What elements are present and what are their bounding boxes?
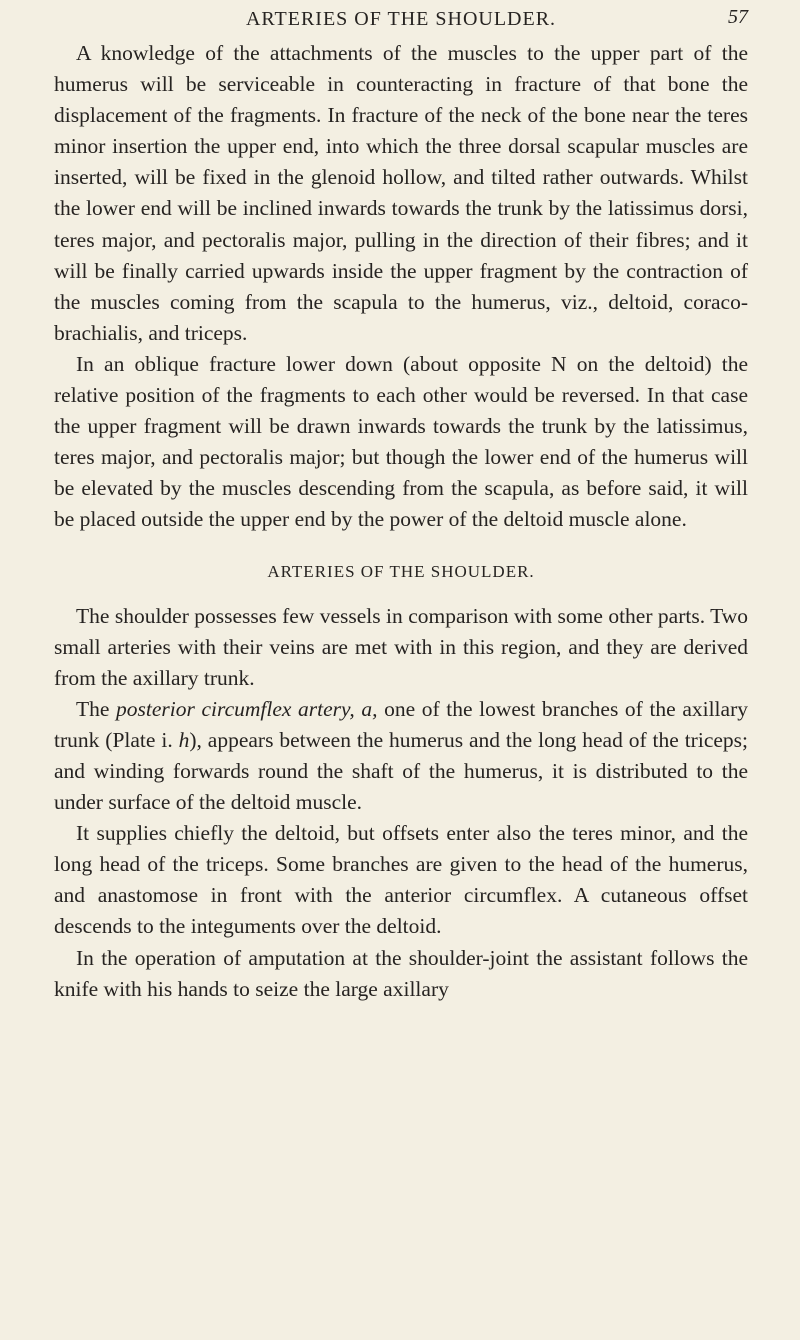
text-rest: ), appears between the humerus and the long head of the triceps; and winding forwards round the shaft of the humerus, it is distributed to the under surface of the deltoid muscle. [54,727,748,815]
paragraph-amputation: In the operation of amputation at the shoulder-joint the assistant follows the knife with his hands to seize the large axillary [54,945,748,1001]
plate-reference-letter: h [178,727,190,752]
paragraph-posterior-circumflex [54,694,748,818]
paragraph-supplies: It supplies chiefly the deltoid, but offsets enter also the teres minor, and the long head of the triceps. Some branches are given to the head of the humerus, and anastomose in front with the anterior circumflex. A cutaneous offset descends to the integuments over the deltoid. [54,821,748,939]
section-heading: ARTERIES OF THE SHOULDER. [267,561,535,581]
body-text [54,38,748,1005]
paragraph-shoulder-vessels: The shoulder possesses few vessels in comparison with some other parts. Two small arteries with their veins are met with in this region, and they are derived from the axillary trunk. [54,603,748,690]
page-header [54,0,748,38]
text-middle: one of the lowest branches of the axillary trunk (Plate i. [54,696,748,752]
paragraph-fracture-neck: A knowledge of the attachments of the muscles to the upper part of the humerus will be serviceable in counteracting in fracture of that bone the displacement of the fragments. In fracture of the neck of the bone near the teres minor insertion the upper end, into which the three dorsal scapular muscles are inserted, will be fixed in the glenoid hollow, and tilted rather outwards. Whilst the lower end will be inclined inwards towards the trunk by the latissimus dorsi, teres major, and pectoralis major, pulling in the direction of their fibres; and it will be finally carried upwards inside the upper fragment by the contraction of the muscles coming from the scapula to the humerus, viz., deltoid, coraco-brachialis, and triceps. [54,41,748,345]
paragraph-oblique-fracture: In an oblique fracture lower down (about opposite N on the deltoid) the relative position of the fragments to each other would be reversed. In that case the upper fragment will be drawn inwards towards the trunk by the latissimus, teres major, and pectoralis major; but though the lower end of the humerus will be elevated by the muscles descending from the scapula, as before said, it will be placed outside the upper end by the power of the deltoid muscle alone. [54,351,748,532]
page-number: 57 [728,6,748,28]
artery-name: posterior circumflex artery, a, [116,696,378,721]
text-lead: The [76,696,117,721]
running-title: ARTERIES OF THE SHOULDER. [245,8,557,30]
